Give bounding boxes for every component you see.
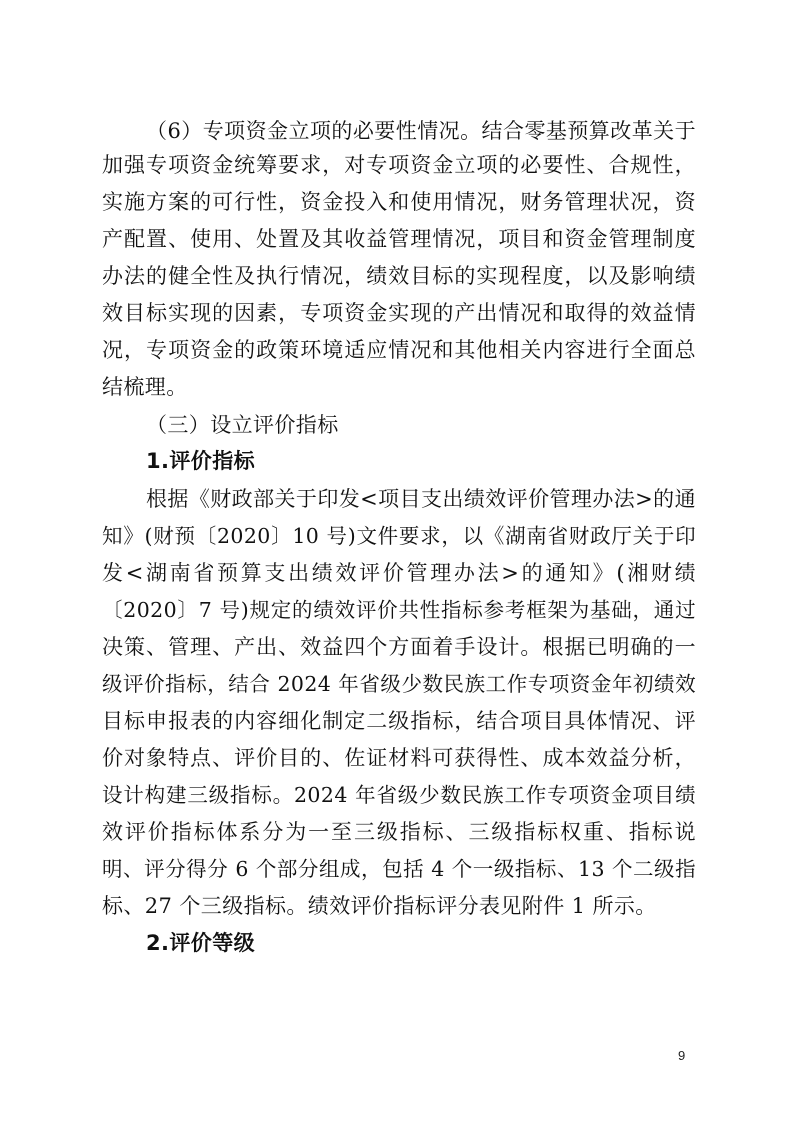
paragraph-line: 效评价指标体系分为一至三级指标、三级指标权重、指标说 [102,820,696,844]
page-number: 9 [678,1048,686,1063]
paragraph-line: 产配置、使用、处置及其收益管理情况，项目和资金管理制度 [102,227,696,251]
paragraph-line: 价对象特点、评价目的、佐证材料可获得性、成本效益分析， [102,746,696,770]
subsection-title: 2.评价等级 [146,931,255,955]
paragraph-line: 决策、管理、产出、效益四个方面着手设计。根据已明确的一 [102,635,696,659]
paragraph-line: 明、评分得分 6 个部分组成，包括 4 个一级指标、13 个二级指 [102,857,696,881]
subsection-title: 1.评价指标 [146,449,255,473]
paragraph-line: 设计构建三级指标。2024 年省级少数民族工作专项资金项目绩 [102,783,696,807]
paragraph-line: 目标申报表的内容细化制定二级指标，结合项目具体情况、评 [102,709,696,733]
paragraph-line: 加强专项资金统筹要求，对专项资金立项的必要性、合规性， [102,153,696,177]
paragraph-line: 结梳理。 [102,375,188,399]
section-title: （三）设立评价指标 [146,413,339,437]
paragraph-line: （6）专项资金立项的必要性情况。结合零基预算改革关于 [146,119,696,143]
paragraph-line: 级评价指标，结合 2024 年省级少数民族工作专项资金年初绩效 [102,672,696,696]
paragraph-line: 况，专项资金的政策环境适应情况和其他相关内容进行全面总 [102,338,696,362]
paragraph-line: 标、27 个三级指标。绩效评价指标评分表见附件 1 所示。 [102,894,657,918]
paragraph-line: 〔2020〕7 号)规定的绩效评价共性指标参考框架为基础，通过 [102,598,696,622]
paragraph-line: 办法的健全性及执行情况，绩效目标的实现程度，以及影响绩 [102,264,696,288]
paragraph-line: 效目标实现的因素，专项资金实现的产出情况和取得的效益情 [102,301,696,325]
paragraph-line: 知》(财预〔2020〕10 号)文件要求，以《湖南省财政厅关于印 [102,524,696,548]
paragraph-line: 发<湖南省预算支出绩效评价管理办法>的通知》(湘财绩 [102,561,696,585]
paragraph-line: 实施方案的可行性，资金投入和使用情况，财务管理状况，资 [102,190,696,214]
paragraph-line: 根据《财政部关于印发<项目支出绩效评价管理办法>的通 [146,487,696,511]
